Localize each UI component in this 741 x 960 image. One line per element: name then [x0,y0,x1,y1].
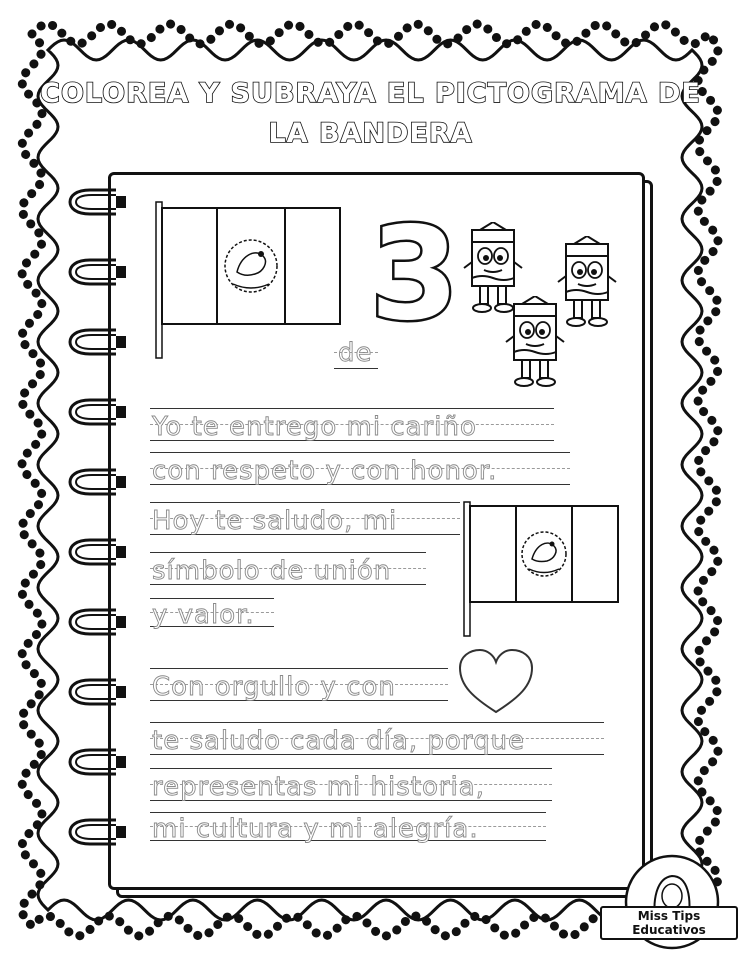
heart-icon [456,646,536,716]
spiral-ring-icon [66,812,128,852]
poem-line-8: representas mi historia, [152,772,485,802]
poem-line-4: símbolo de unión [152,556,392,586]
page-title-line-1: COLOREA Y SUBRAYA EL PICTOGRAMA DE [40,78,701,109]
de-word: de [338,338,373,368]
poem-line-6: Con orgullo y con [152,672,396,702]
guide-top [150,722,604,723]
guide-top [150,502,460,503]
poem-line-5: y valor. [152,600,255,630]
guide-top [150,812,546,813]
spiral-ring-icon [66,742,128,782]
poem-line-9: mi cultura y mi alegría. [152,814,479,844]
guide-top [150,668,448,669]
guide-top [150,408,554,409]
page-title-line-2: LA BANDERA [268,118,473,149]
guide-top [150,552,426,553]
spiral-ring-icon [66,392,128,432]
de-underline [334,368,378,369]
guide-top [150,768,552,769]
spiral-ring-icon [66,672,128,712]
brand-name: Miss Tips Educativos [600,906,738,940]
guide-top [150,598,274,599]
poem-line-3: Hoy te saludo, mi [152,506,398,536]
mexican-flag-icon [462,500,622,638]
spiral-ring-icon [66,462,128,502]
spiral-ring-icon [66,602,128,642]
poem-line-1: Yo te entrego mi cariño [152,412,477,442]
spiral-ring-icon [66,532,128,572]
de-midline [334,352,378,353]
spiral-ring-icon [66,322,128,362]
guide-top [150,452,570,453]
spiral-ring-icon [66,252,128,292]
poem-line-7: te saludo cada día, porque [152,726,526,756]
mexican-flag-icon [154,200,344,360]
crayon-character-icon [504,296,566,392]
number-three: 3 [370,200,460,349]
spiral-ring-icon [66,182,128,222]
poem-line-2: con respeto y con honor. [152,456,498,486]
